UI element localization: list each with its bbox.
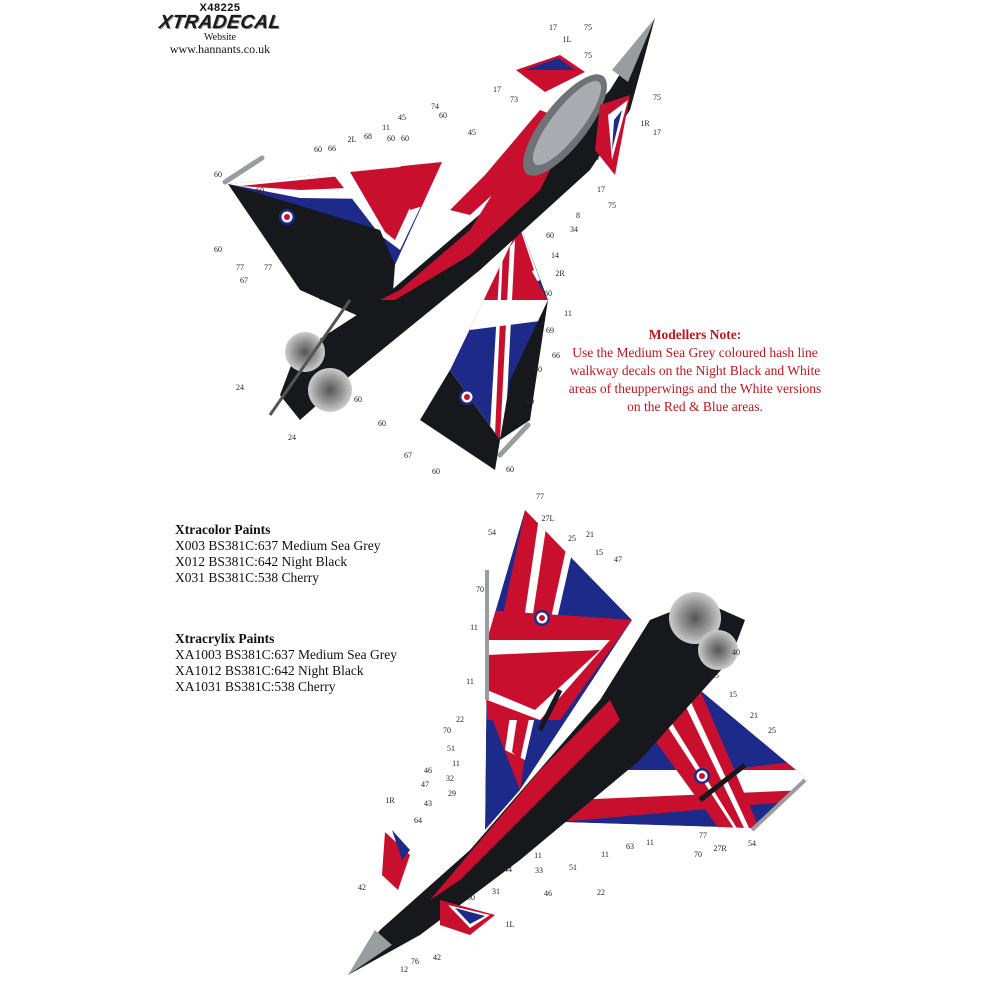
callout-number: 32	[446, 774, 454, 783]
callout-number: 17	[549, 23, 557, 32]
callout-number: 60	[534, 365, 542, 374]
callout-number: 12	[400, 965, 408, 974]
callout-number: 30	[467, 893, 475, 902]
modellers-note-title: Modellers Note:	[648, 327, 742, 342]
callout-number: 67	[404, 451, 412, 460]
brand-header	[150, 2, 290, 56]
callout-number: 69	[546, 326, 554, 335]
callout-number: 2R	[555, 269, 565, 278]
callout-number: 11	[470, 623, 478, 632]
callout-number: 11	[466, 677, 474, 686]
bottom-roundel-right	[694, 768, 710, 784]
callout-number: 27L	[541, 514, 555, 523]
callout-number: 51	[569, 863, 577, 872]
callout-number: 60	[314, 145, 322, 154]
xtracolor-title: Xtracolor Paints	[175, 522, 271, 537]
callout-number: 75	[584, 23, 592, 32]
modellers-note-line: areas of theupperwings and the White versions	[568, 381, 822, 396]
callout-number: 60	[387, 134, 395, 143]
callout-number: 76	[411, 957, 419, 966]
callout-number: 75	[653, 93, 661, 102]
callout-number: 46	[424, 766, 432, 775]
top-roundel-right	[459, 389, 475, 405]
callout-number: 21	[750, 711, 758, 720]
callout-number: 34	[570, 225, 578, 234]
callout-number: 1L	[505, 920, 515, 929]
callout-number: 75	[584, 51, 592, 60]
callout-number: 40	[732, 648, 740, 657]
callout-number: 60	[401, 134, 409, 143]
callout-number: 25	[768, 726, 776, 735]
callout-number: 60	[432, 467, 440, 476]
callout-number: 17	[493, 85, 501, 94]
callout-number: 45	[468, 128, 476, 137]
callout-number: 60	[544, 289, 552, 298]
xtracrylix-paints	[175, 631, 397, 695]
callout-number: 17	[597, 185, 605, 194]
callout-number: 77	[236, 263, 244, 272]
callout-number: 60	[546, 231, 554, 240]
callout-number: 66	[328, 144, 336, 153]
callout-number: 24	[288, 433, 296, 442]
bottom-view-aircraft	[348, 510, 808, 975]
callout-number: 25	[568, 534, 576, 543]
callout-number: 60	[214, 245, 222, 254]
callout-number: 43	[424, 799, 432, 808]
callout-number: 14	[551, 251, 559, 260]
modellers-note-line: Use the Medium Sea Grey coloured hash line	[572, 345, 818, 360]
callout-number: 8	[576, 211, 580, 220]
callout-number: 73	[591, 153, 599, 162]
callout-number: 27R	[713, 844, 727, 853]
callout-number: 77	[536, 492, 544, 501]
callout-number: 1R	[385, 796, 395, 805]
callout-number: 11	[452, 759, 460, 768]
callout-number: 15	[595, 548, 603, 557]
callout-number: 70	[443, 726, 451, 735]
product-code: X48225	[199, 2, 241, 14]
paint-item: XA1003 BS381C:637 Medium Sea Grey	[175, 647, 397, 662]
callout-number: 54	[488, 528, 496, 537]
callout-number: 60	[506, 465, 514, 474]
modellers-note-line: on the Red & Blue areas.	[627, 399, 763, 414]
callout-number: 31	[492, 887, 500, 896]
callout-number: 46	[544, 889, 552, 898]
callout-number: 65	[711, 671, 719, 680]
top-roundel-left	[279, 209, 295, 225]
callout-number: 47	[421, 780, 429, 789]
callout-number: 63	[626, 842, 634, 851]
paint-item: XA1031 BS381C:538 Cherry	[175, 679, 336, 694]
callout-number: 2L	[347, 135, 357, 144]
callout-number: 77	[264, 263, 272, 272]
callout-number: 70	[476, 585, 484, 594]
callout-number: 60	[214, 170, 222, 179]
bottom-roundel-left	[534, 610, 550, 626]
paint-item: X003 BS381C:637 Medium Sea Grey	[175, 538, 381, 553]
callout-number: 64	[414, 816, 422, 825]
callout-number: 24	[236, 383, 244, 392]
callout-number: 17	[653, 128, 661, 137]
xtracrylix-title: Xtracrylix Paints	[175, 631, 275, 646]
callout-number: 11	[601, 850, 609, 859]
callout-number: 60	[439, 111, 447, 120]
callout-number: 33	[535, 866, 543, 875]
callout-number: 11	[534, 851, 542, 860]
website-url[interactable]: www.hannants.co.uk	[169, 42, 271, 56]
callout-number: 11	[382, 123, 390, 132]
callout-number: 70	[694, 850, 702, 859]
callout-number: 51	[447, 744, 455, 753]
callout-number: 73	[510, 95, 518, 104]
callout-number: 15	[729, 690, 737, 699]
callout-number: 42	[433, 953, 441, 962]
callout-number: 74	[431, 102, 439, 111]
callout-number: 54	[748, 839, 756, 848]
callout-number: 60	[354, 395, 362, 404]
paint-item: X012 BS381C:642 Night Black	[175, 554, 348, 569]
callout-number: 60	[256, 186, 264, 195]
callout-number: 21	[586, 530, 594, 539]
callout-number: 1L	[562, 35, 572, 44]
callout-number: 67	[240, 276, 248, 285]
callout-number: 45	[398, 113, 406, 122]
callout-number: 77	[699, 831, 707, 840]
paint-item: XA1012 BS381C:642 Night Black	[175, 663, 364, 678]
modellers-note-line: walkway decals on the Night Black and White	[569, 363, 821, 378]
callout-number: 11	[646, 838, 654, 847]
callout-number: 44	[504, 865, 512, 874]
callout-number: 29	[448, 789, 456, 798]
modellers-note	[560, 326, 830, 416]
callout-number: 60	[526, 397, 534, 406]
brand-logo: XTRADECAL	[157, 12, 283, 33]
callout-number: 75	[608, 201, 616, 210]
callout-number: 1R	[640, 119, 650, 128]
callout-number: 47	[614, 555, 622, 564]
paint-item: X031 BS381C:538 Cherry	[175, 570, 320, 585]
callout-number: 60	[378, 419, 386, 428]
callout-number: 66	[552, 351, 560, 360]
callout-number: 68	[364, 132, 372, 141]
callout-number: 11	[564, 309, 572, 318]
callout-number: 42	[358, 883, 366, 892]
callout-number: 22	[597, 888, 605, 897]
website-label: Website	[204, 32, 236, 43]
xtracolor-paints	[175, 522, 381, 586]
callout-number: 22	[456, 715, 464, 724]
